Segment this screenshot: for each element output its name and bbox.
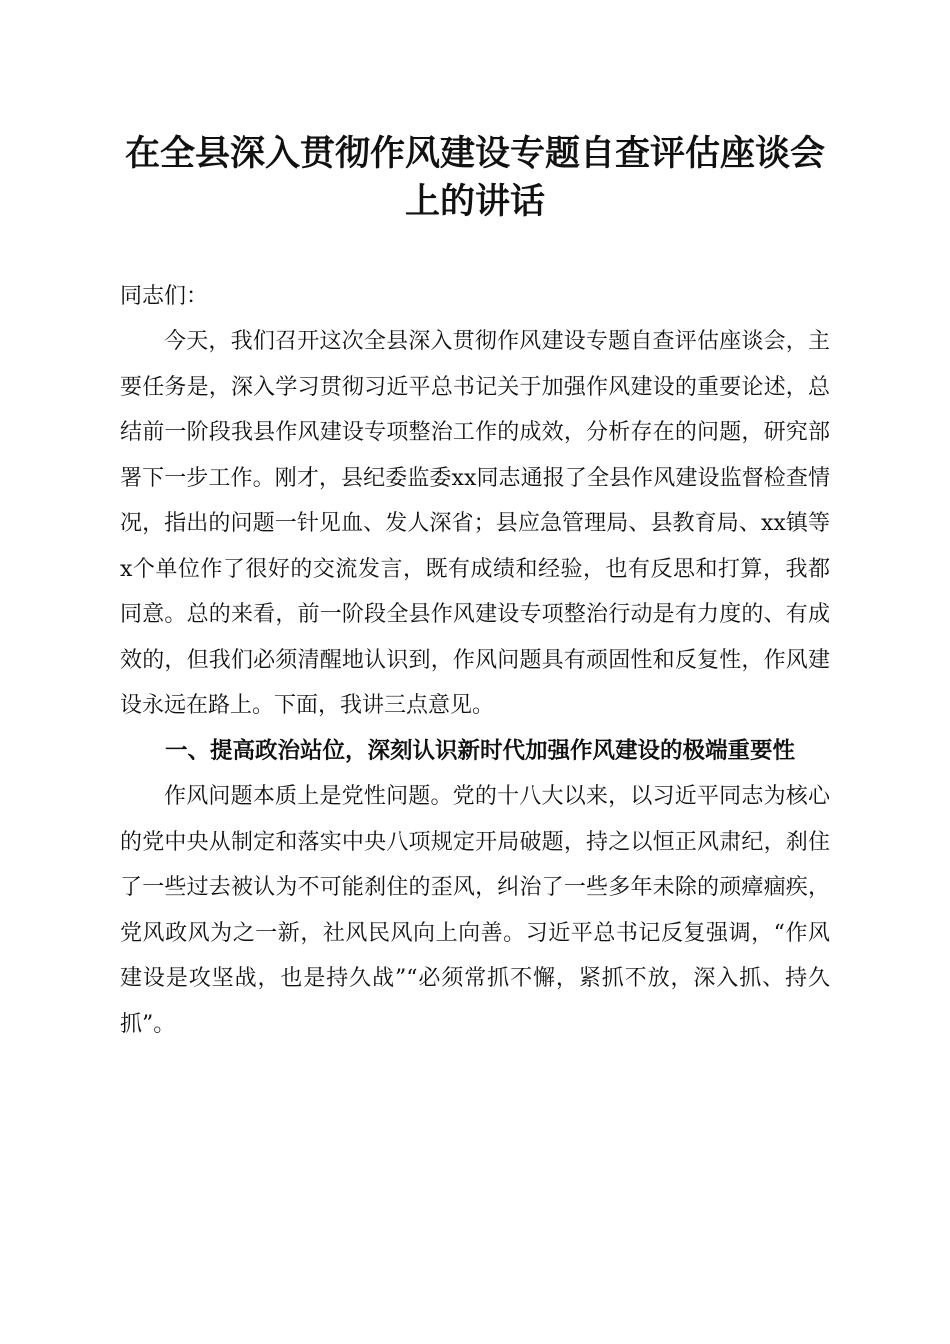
salutation: 同志们： bbox=[120, 284, 209, 309]
document-title: 在全县深入贯彻作风建设专题自查评估座谈会上的讲话 bbox=[124, 133, 825, 222]
intro-paragraph: 今天，我们召开这次全县深入贯彻作风建设专题自查评估座谈会，主要任务是，深入学习贯彻习近平总书记关于加强作风建设的重要论述，总结前一阶段我县作风建设专项整治工作的成效，分析存在的问题，研究部署下一步工作。刚才，县纪委监委xx同志通报了全县作风建设监督检查情况，指出的问题一针见血、发人深省；县应急管理局、县教育局、xx镇等x个单位作了很好的交流发言，既有成绩和经验，也有反思和打算，我都同意。总的来看，前一阶段全县作风建设专项整治行动是有力度的、有成效的，但我们必须清醒地认识到，作风问题具有顽固性和反复性，作风建设永远在路上。下面，我讲三点意见。 bbox=[120, 329, 830, 718]
document-page bbox=[120, 130, 830, 1047]
section-paragraph-1: 作风问题本质上是党性问题。党的十八大以来，以习近平同志为核心的党中央从制定和落实中央八项规定开局破题，持之以恒正风肃纪，刹住了一些过去被认为不可能刹住的歪风，纠治了一些多年未除的顽瘴痼疾，党风政风为之一新，社风民风向上向善。习近平总书记反复强调，“作风建设是攻坚战，也是持久战”“必须常抓不懈，紧抓不放，深入抓、持久抓”。 bbox=[120, 784, 830, 1037]
section-heading-1: 一、提高政治站位，深刻认识新时代加强作风建设的极端重要性 bbox=[165, 737, 796, 764]
